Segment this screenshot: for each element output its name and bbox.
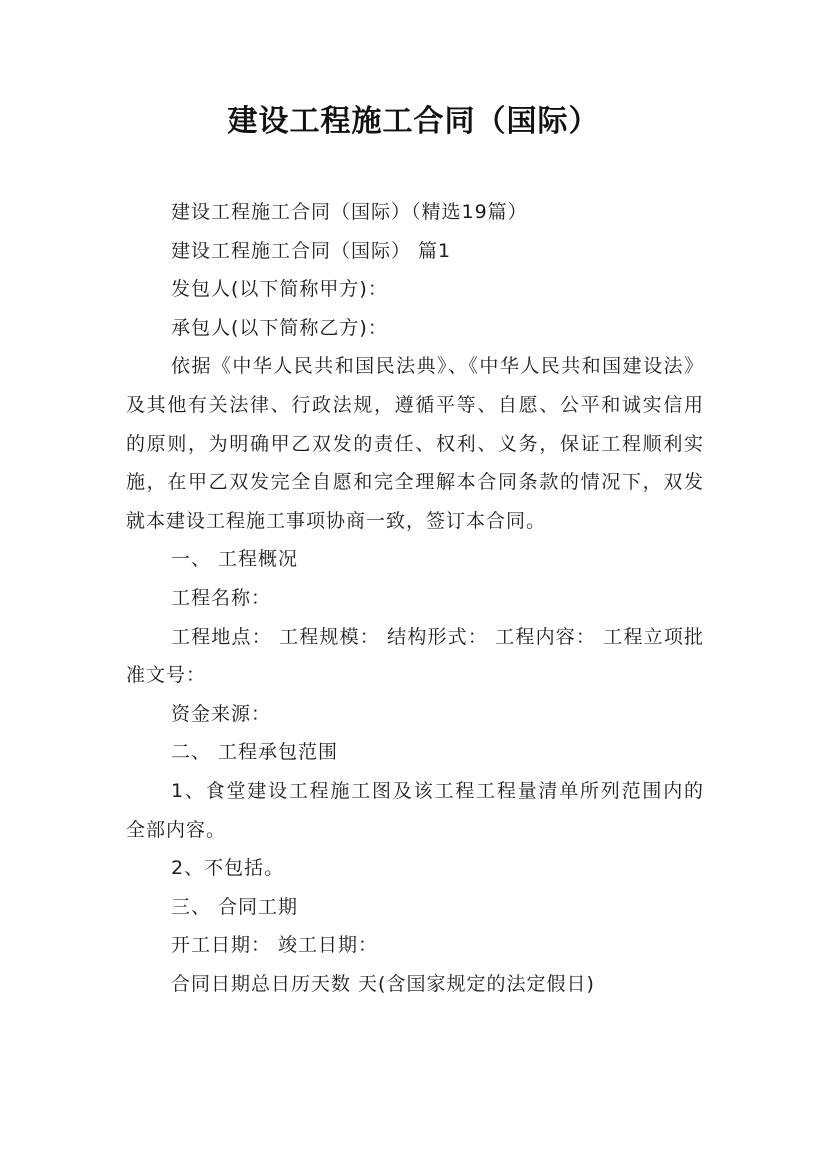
section-one-heading: 一、 工程概况	[171, 548, 299, 571]
subtitle-paragraph: 建设工程施工合同（国际）（精选19篇）	[171, 201, 528, 223]
scope-item-2-paragraph: 2、不包括。	[171, 857, 285, 880]
section-heading-paragraph: 建设工程施工合同（国际） 篇1	[171, 239, 452, 262]
funding-source-paragraph: 资金来源：	[171, 702, 272, 725]
dates-paragraph: 开工日期： 竣工日期：	[171, 934, 379, 957]
document-body	[126, 193, 704, 1003]
preamble-paragraph: 依据《中华人民共和国民法典》、《中华人民共和国建设法》及其他有关法律、行政法规，遵循平等、自愿、公平和诚实信用的原则，为明确甲乙双发的责任、权利、义务，保证工程顺利实施，在甲乙双发完全自愿和完全理解本合同条款的情况下，双发就本建设工程施工事项协商一致，签订本合同。	[126, 355, 704, 532]
document-title: 建设工程施工合同（国际）	[227, 104, 600, 139]
duration-paragraph: 合同日期总日历天数 天(含国家规定的法定假日)	[171, 972, 595, 995]
section-three-heading: 三、 合同工期	[171, 895, 299, 918]
party-b-paragraph: 承包人(以下简称乙方)：	[171, 316, 388, 339]
project-details-paragraph: 工程地点： 工程规模： 结构形式： 工程内容： 工程立项批准文号：	[126, 625, 704, 687]
section-two-heading: 二、 工程承包范围	[171, 741, 339, 764]
party-a-paragraph: 发包人(以下简称甲方)：	[171, 278, 388, 301]
scope-item-1-paragraph: 1、食堂建设工程施工图及该工程工程量清单所列范围内的全部内容。	[126, 779, 704, 841]
project-name-paragraph: 工程名称：	[171, 586, 272, 609]
